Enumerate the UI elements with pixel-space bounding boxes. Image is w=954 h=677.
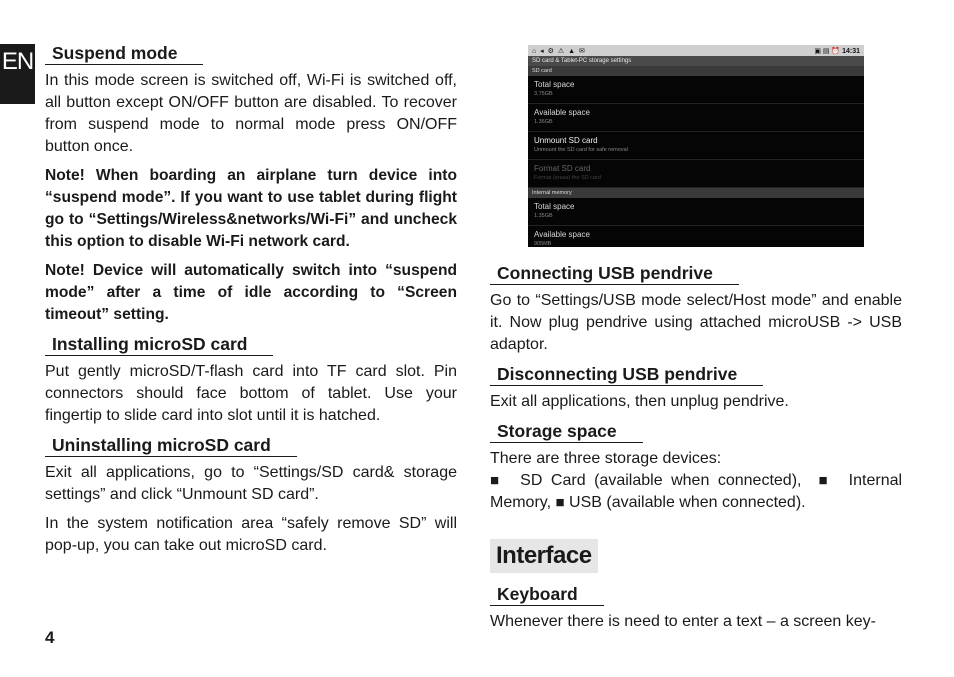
clock-time: 14:31 [842,47,860,55]
row-subtitle: 905MB [534,241,552,247]
suspend-note-timeout: Note! Device will automatically switch into “suspend mode” after a time of idle according to “Screen timeout” setting. [45,262,457,323]
bullet-square-icon: ■ [490,472,504,489]
suspend-note-airplane: Note! When boarding an airplane turn device into “suspend mode”. If you want to use tablet during flight go to “Settings/Wireless&networks/Wi-Fi” and uncheck this option to disable Wi-Fi network card. [45,167,457,250]
storage-item-internal: Internal Memory, [490,472,903,511]
status-bar [528,45,864,56]
row-subtitle: 1.35GB [534,213,553,219]
row-subtitle: Unmount the SD card for safe removal [534,147,628,153]
heading-connecting-usb: Connecting USB pendrive [490,262,739,285]
heading-suspend-mode: Suspend mode [45,42,203,65]
row-title: Available space [534,230,590,239]
language-tab: EN [0,44,35,104]
format-sd-card-row[interactable] [528,160,864,188]
disconnect-paragraph: Exit all applications, then unplug pendrive. [490,393,789,410]
row-title: Total space [534,80,575,89]
row-title: Unmount SD card [534,136,598,145]
connect-paragraph: Go to “Settings/USB mode select/Host mode” and enable it. Now plug pendrive using attached microUSB -> USB adaptor. [490,292,902,353]
sd-available-space-row [528,104,864,132]
storage-item-usb: USB (available when connected). [569,494,806,511]
status-icons: ▣ ▤ ⏰ [814,47,843,55]
notification-icons: ⌂ ◂ ⚙ ⚠ ▲ ✉ [532,47,586,55]
keyboard-paragraph: Whenever there is need to enter a text – a screen key- [490,613,876,630]
storage-item-sd: SD Card (available when connected), [520,472,802,489]
suspend-paragraph: In this mode screen is switched off, Wi-Fi is switched off, all button except ON/OFF button are disabled. To recover from suspend mode to normal mode press ON/OFF button once. [45,72,457,155]
install-paragraph: Put gently microSD/T-flash card into TF card slot. Pin connectors should face bottom of tablet. Use your fingertip to slide card into slot until it is hatched. [45,363,457,424]
settings-title: SD card & Tablet-PC storage settings [528,56,864,66]
bullet-square-icon: ■ [555,494,565,511]
row-title: Available space [534,108,590,117]
status-right [814,47,860,55]
uninstall-paragraph-1: Exit all applications, go to “Settings/SD card& storage settings” and click “Unmount SD card”. [45,464,457,503]
storage-intro: There are three storage devices: [490,450,722,467]
sd-total-space-row [528,76,864,104]
row-subtitle: 3.75GB [534,91,553,97]
page-number: 4 [45,628,55,647]
heading-storage-space: Storage space [490,420,643,443]
row-title: Format SD card [534,164,591,173]
internal-total-space-row [528,198,864,226]
uninstall-paragraph-2: In the system notification area “safely remove SD” will pop-up, you can take out microSD card. [45,515,457,554]
row-subtitle: 1.36GB [534,119,553,125]
heading-disconnecting-usb: Disconnecting USB pendrive [490,363,763,386]
row-subtitle: Format (erase) the SD card [534,175,601,181]
heading-uninstalling-microsd: Uninstalling microSD card [45,434,297,457]
heading-installing-microsd: Installing microSD card [45,333,273,356]
right-column [490,262,902,640]
section-title-interface: Interface [490,539,598,573]
unmount-sd-card-row[interactable] [528,132,864,160]
internal-available-space-row [528,226,864,247]
sd-card-section-header: SD card [528,66,864,76]
storage-settings-screenshot [528,45,864,247]
bullet-square-icon: ■ [818,472,832,489]
internal-memory-section-header: Internal memory [528,188,864,198]
heading-keyboard: Keyboard [490,583,604,606]
left-column [45,42,457,564]
row-title: Total space [534,202,575,211]
storage-devices-list [490,470,902,514]
